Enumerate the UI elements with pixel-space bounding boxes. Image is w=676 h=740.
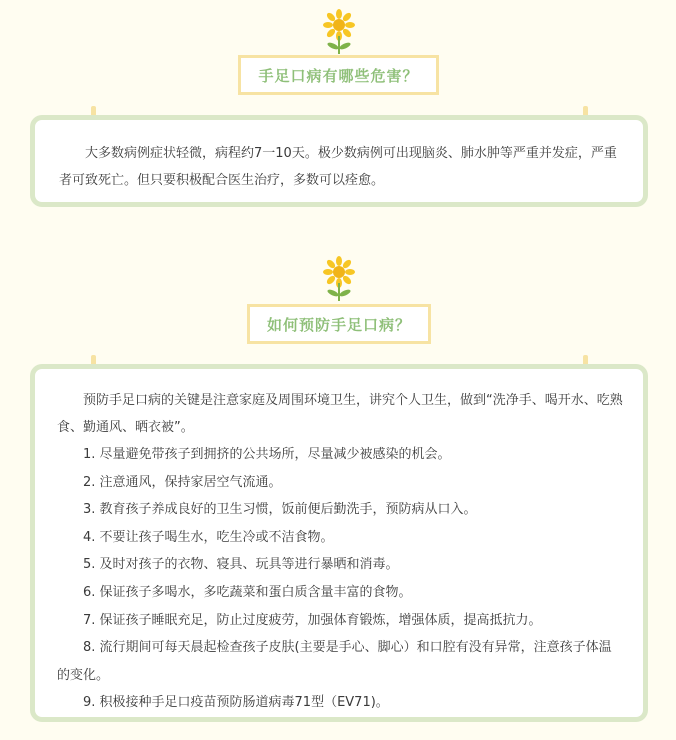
section1-title: 手足口病有哪些危害？ [238,55,439,95]
list-item: 3. 教育孩子养成良好的卫生习惯，饭前便后勤洗手，预防病从口入。 [83,502,477,518]
list-item: 5. 及时对孩子的衣物、寝具、玩具等进行暴晒和消毒。 [83,557,399,573]
list-item: 1. 尽量避免带孩子到拥挤的公共场所，尽量减少被感染的机会。 [83,447,451,462]
sunflower-icon [322,255,356,301]
list-item: 8. 流行期间可每天晨起检查孩子皮肤(主要是手心、脚心）和口腔有没有异常，注意孩子体温的变化。 [57,640,612,683]
list-item: 4. 不要让孩子喝生水，吃生冷或不洁食物。 [83,529,334,545]
section1-body: 大多数病例症状轻微，病程约7一10天。极少数病例可出现脑炎、肺水肿等严重并发症，严重者可致死亡。但只要积极配合医生治疗，多数可以痊愈。 [59,146,617,188]
section2-intro: 预防手足口病的关键是注意家庭及周围环境卫生，讲究个人卫生，做到“洗净手、喝开水、吃熟食、勤通风、晒衣被”。 [57,393,623,435]
list-item: 2. 注意通风，保持家居空气流通。 [83,474,282,490]
sunflower-icon [322,8,356,54]
section2-title: 如何预防手足口病？ [247,304,431,344]
list-item: 9. 积极接种手足口疫苗预防肠道病毒71型（EV71)。 [83,695,389,711]
prevention-list [57,441,623,717]
section2-card [30,364,648,722]
list-item: 7. 保证孩子睡眠充足，防止过度疲劳，加强体育锻炼，增强体质，提高抵抗力。 [83,612,542,628]
list-item: 6. 保证孩子多喝水，多吃蔬菜和蛋白质含量丰富的食物。 [83,584,412,600]
section1-card [30,115,648,207]
